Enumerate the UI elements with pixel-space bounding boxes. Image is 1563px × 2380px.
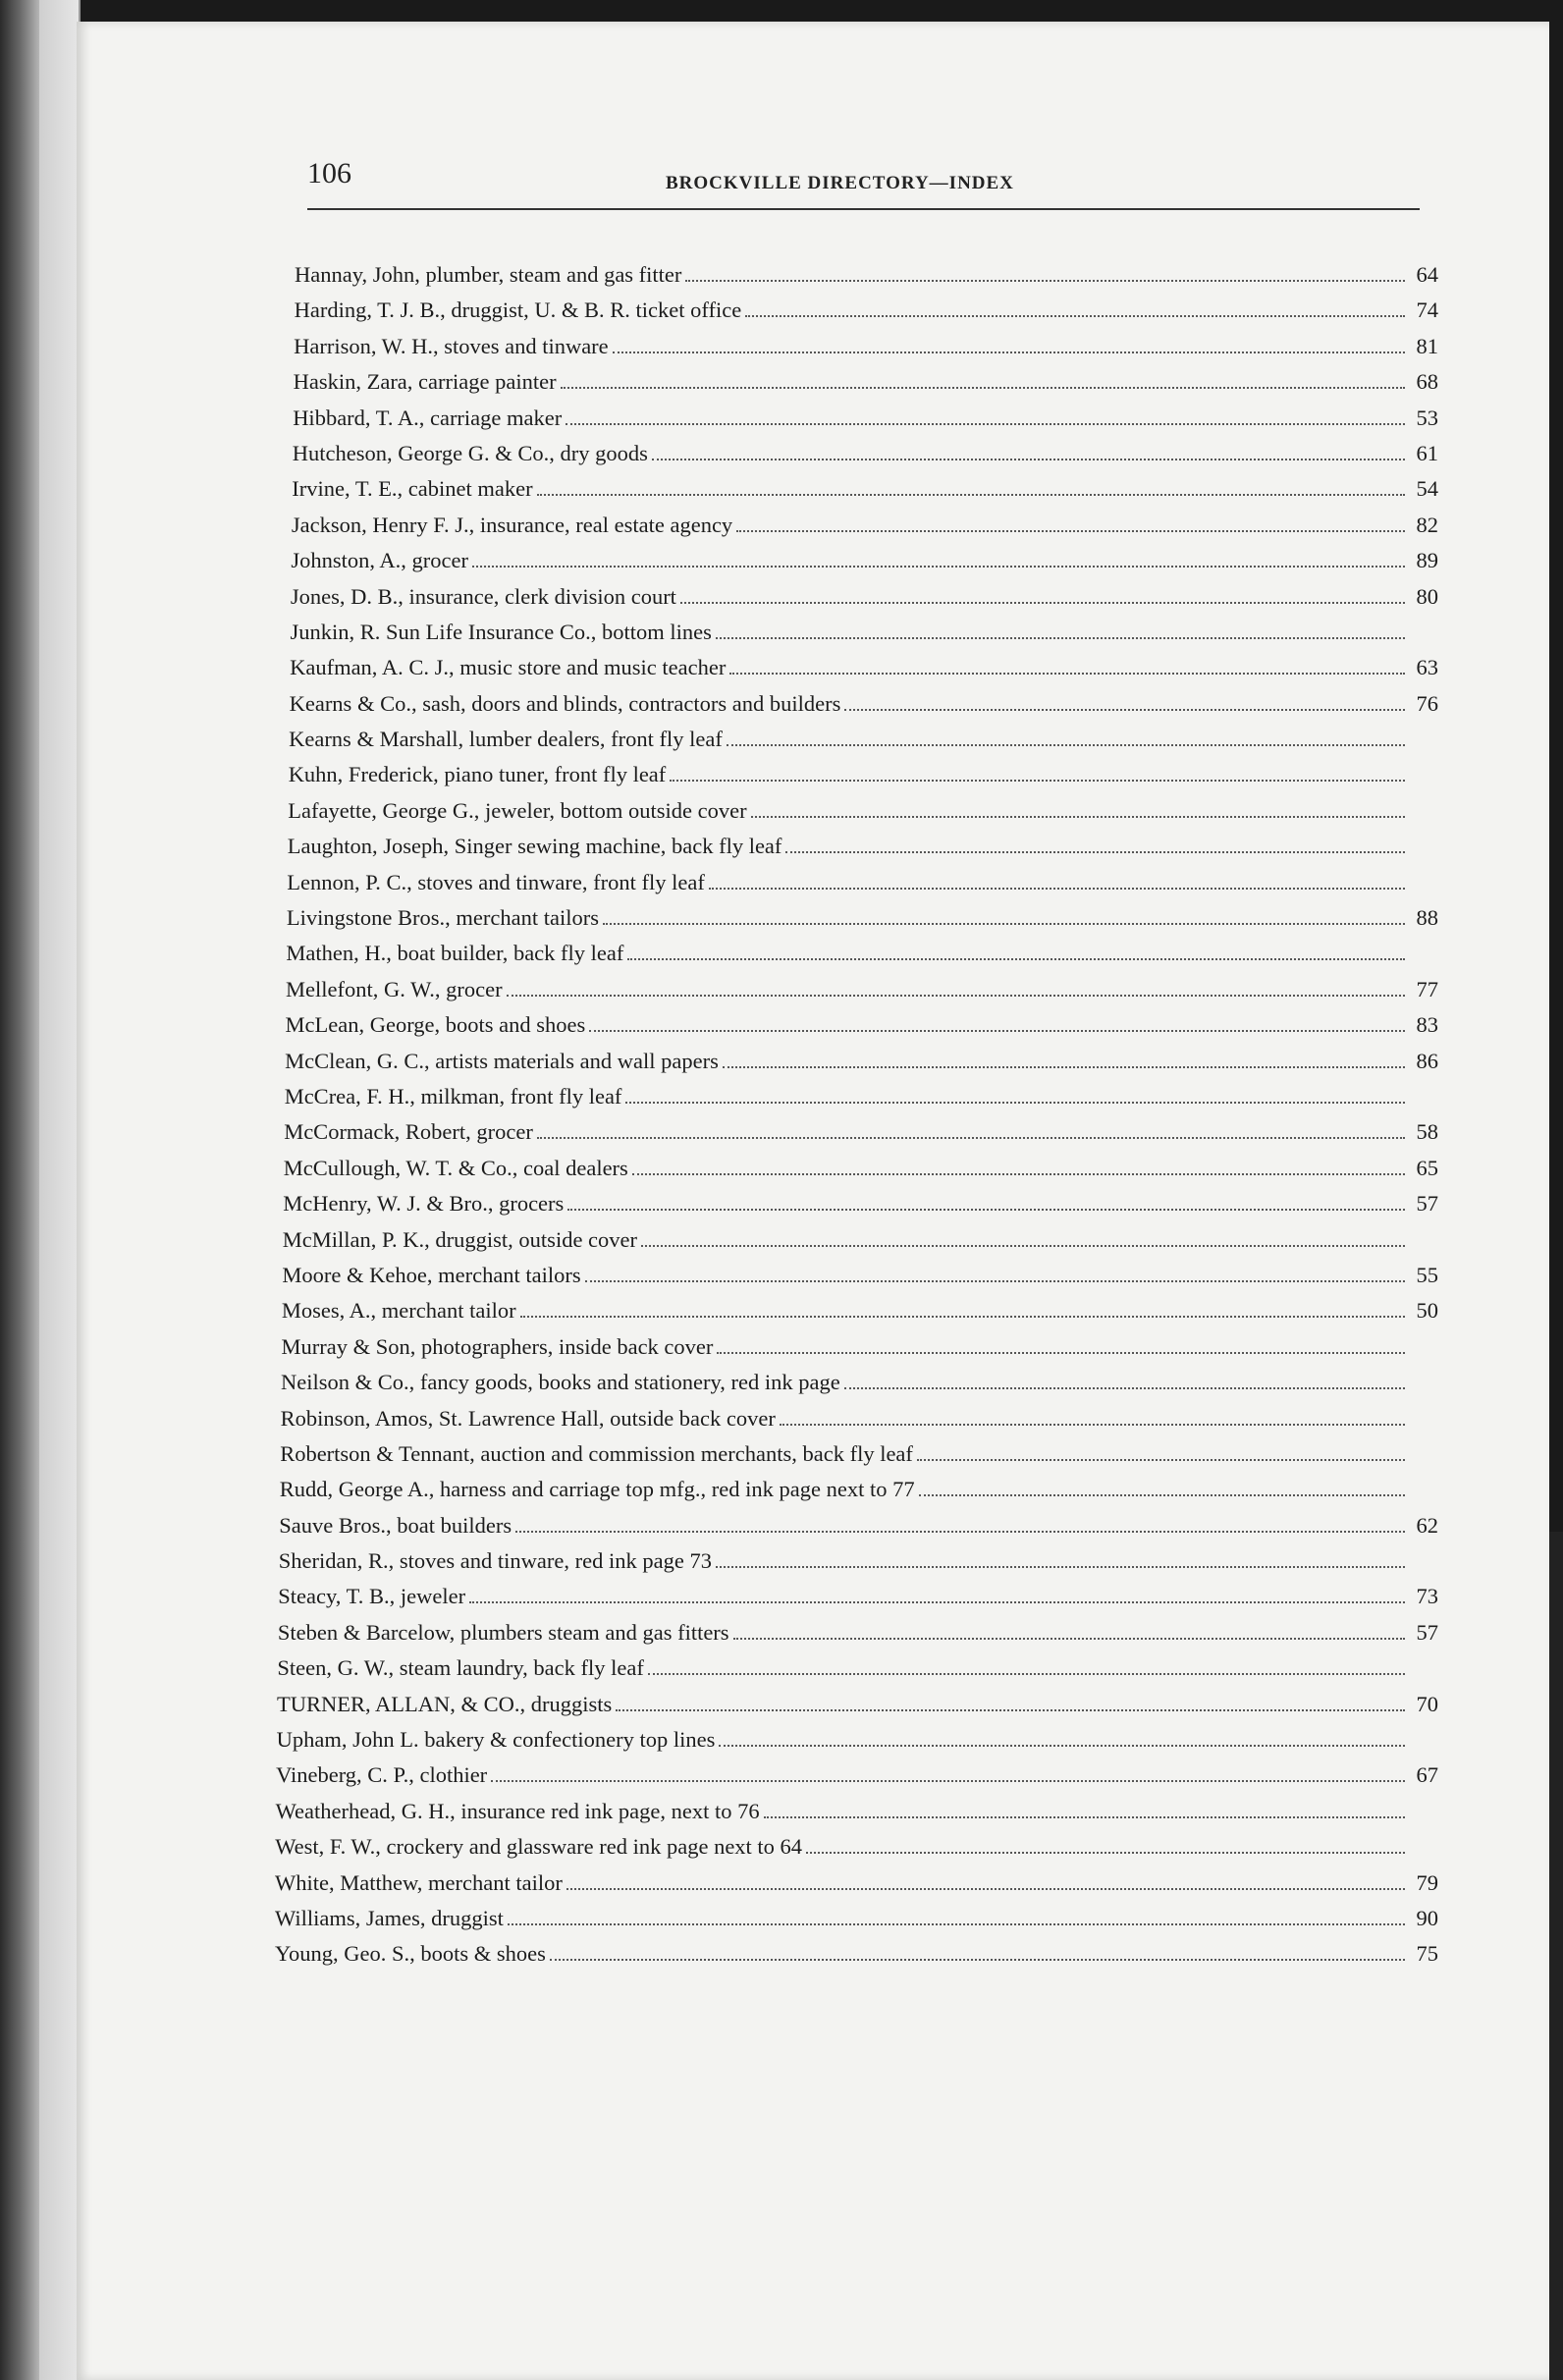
dot-leader [616, 1694, 1405, 1711]
index-entry [282, 1258, 1438, 1293]
entry-text: Moses, A., merchant tailor [281, 1298, 516, 1324]
entry-page-number: 57 [1416, 1191, 1438, 1217]
entry-text: McMillan, P. K., druggist, outside cover [282, 1226, 638, 1252]
dot-leader [589, 1014, 1405, 1032]
entry-text: Lafayette, George G., jeweler, bottom outside cover [288, 797, 747, 823]
entry-text: Murray & Son, photographers, inside back cover [281, 1333, 714, 1359]
entry-page-number: 68 [1416, 369, 1438, 395]
index-entry [293, 401, 1438, 436]
entry-text: Kearns & Marshall, lumber dealers, front fly leaf [289, 727, 723, 752]
entry-text: Kuhn, Frederick, piano tuner, front fly leaf [288, 762, 667, 787]
entry-page-number: 63 [1416, 655, 1438, 680]
index-entry [277, 1650, 1438, 1686]
dot-leader [751, 800, 1405, 818]
entry-page-number: 62 [1416, 1512, 1438, 1538]
index-entry [283, 1222, 1438, 1258]
dot-leader [469, 1587, 1405, 1604]
dot-leader [844, 1372, 1405, 1389]
entry-text: Jones, D. B., insurance, clerk division court [290, 583, 676, 609]
page-header [307, 157, 1420, 216]
index-entry [286, 936, 1438, 971]
dot-leader [491, 1765, 1405, 1783]
entry-text: McCullough, W. T. & Co., coal dealers [283, 1155, 628, 1180]
dot-leader [632, 1158, 1405, 1175]
dot-leader [806, 1836, 1405, 1854]
index-entry [277, 1687, 1438, 1722]
index-entry [275, 1936, 1438, 1972]
dot-leader [567, 1193, 1405, 1211]
index-entry [279, 1543, 1438, 1579]
index-entry [295, 257, 1438, 293]
dot-leader [733, 1622, 1405, 1640]
dot-leader [719, 1729, 1405, 1747]
index-entry [285, 1044, 1438, 1079]
entry-page-number: 79 [1416, 1869, 1438, 1895]
entry-page-number: 75 [1416, 1941, 1438, 1967]
index-entry [288, 793, 1438, 829]
dot-leader [566, 1872, 1405, 1890]
index-entry [277, 1722, 1438, 1758]
entry-text: Hutcheson, George G. & Co., dry goods [292, 440, 648, 465]
dot-leader [727, 729, 1405, 746]
index-list [275, 257, 1438, 1973]
dot-leader [780, 1408, 1405, 1426]
entry-text: Harrison, W. H., stoves and tinware [294, 333, 609, 358]
dot-leader [736, 514, 1405, 532]
entry-text: McLean, George, boots and shoes [285, 1012, 586, 1038]
index-entry [275, 1829, 1438, 1865]
entry-text: Steacy, T. B., jeweler [278, 1584, 466, 1609]
entry-text: McCormack, Robert, grocer [284, 1119, 533, 1145]
entry-text: Rudd, George A., harness and carriage top mfg., red ink page next to 77 [279, 1477, 915, 1502]
page-number: 106 [307, 157, 351, 189]
dot-leader [537, 1122, 1405, 1140]
entry-text: Robinson, Amos, St. Lawrence Hall, outside back cover [280, 1405, 776, 1431]
entry-page-number: 76 [1416, 690, 1438, 716]
entry-page-number: 86 [1416, 1048, 1438, 1073]
index-entry [284, 1114, 1438, 1150]
entry-page-number: 90 [1416, 1905, 1438, 1930]
dot-leader [627, 944, 1405, 961]
entry-text: Williams, James, druggist [275, 1905, 504, 1930]
entry-text: Mellefont, G. W., grocer [286, 976, 503, 1001]
dot-leader [507, 979, 1405, 997]
index-entry [292, 471, 1438, 507]
entry-page-number: 61 [1416, 440, 1438, 465]
dot-leader [472, 550, 1405, 568]
dot-leader [670, 765, 1405, 783]
index-entry [291, 543, 1438, 578]
index-entry [276, 1758, 1438, 1793]
entry-text: Lennon, P. C., stoves and tinware, front fly leaf [287, 869, 705, 894]
dot-leader [764, 1801, 1405, 1818]
entry-page-number: 54 [1416, 476, 1438, 502]
index-entry [290, 686, 1438, 722]
entry-text: Kaufman, A. C. J., music store and music teacher [290, 655, 727, 680]
index-entry [286, 972, 1438, 1007]
entry-page-number: 57 [1416, 1619, 1438, 1645]
entry-page-number: 82 [1416, 512, 1438, 537]
index-entry [282, 1293, 1438, 1328]
entry-text: Livingstone Bros., merchant tailors [286, 905, 599, 931]
dot-leader [685, 264, 1405, 282]
index-entry [281, 1365, 1438, 1400]
dot-leader [680, 586, 1405, 604]
entry-text: Upham, John L. bakery & confectionery top lines [276, 1727, 716, 1753]
index-entry [291, 579, 1438, 615]
dot-leader [520, 1301, 1405, 1319]
index-entry [283, 1186, 1438, 1221]
entry-page-number: 65 [1416, 1155, 1438, 1180]
entry-text: White, Matthew, merchant tailor [275, 1869, 563, 1895]
index-entry [293, 436, 1438, 471]
index-entry [290, 650, 1438, 685]
dot-leader [603, 907, 1405, 925]
entry-page-number: 74 [1416, 298, 1438, 323]
index-entry [275, 1866, 1438, 1901]
dot-leader [566, 407, 1405, 425]
entry-text: Harding, T. J. B., druggist, U. & B. R. ticket office [294, 298, 742, 323]
index-entry [275, 1901, 1438, 1936]
dot-leader [717, 1336, 1405, 1354]
entry-page-number: 88 [1416, 905, 1438, 931]
dot-leader [515, 1515, 1405, 1533]
index-entry [278, 1615, 1438, 1650]
dot-leader [550, 1944, 1405, 1962]
entry-page-number: 53 [1416, 405, 1438, 430]
dot-leader [709, 872, 1405, 890]
underlying-page-edge [39, 0, 81, 2380]
entry-page-number: 70 [1416, 1691, 1438, 1716]
entry-text: Neilson & Co., fancy goods, books and stationery, red ink page [281, 1370, 840, 1395]
dot-leader [613, 336, 1405, 353]
dot-leader [561, 371, 1405, 389]
entry-page-number: 81 [1416, 333, 1438, 358]
header-rule [307, 208, 1420, 210]
entry-text: Sheridan, R., stoves and tinware, red ink page 73 [278, 1548, 712, 1574]
index-entry [280, 1436, 1438, 1472]
index-entry [294, 364, 1438, 400]
index-entry [287, 865, 1438, 900]
entry-page-number: 55 [1416, 1262, 1438, 1287]
entry-text: Steen, G. W., steam laundry, back fly leaf [277, 1655, 644, 1681]
index-entry [287, 900, 1438, 936]
entry-page-number: 50 [1416, 1298, 1438, 1324]
entry-text: Haskin, Zara, carriage painter [293, 369, 557, 395]
entry-page-number: 58 [1416, 1119, 1438, 1145]
entry-text: Kearns & Co., sash, doors and blinds, contractors and builders [289, 690, 841, 716]
dot-leader [723, 1051, 1405, 1068]
entry-text: West, F. W., crockery and glassware red ink page next to 64 [275, 1834, 803, 1860]
dot-leader [652, 443, 1405, 460]
entry-text: McHenry, W. J. & Bro., grocers [283, 1191, 565, 1217]
index-entry [276, 1794, 1438, 1829]
entry-text: Irvine, T. E., cabinet maker [292, 476, 533, 502]
entry-text: Young, Geo. S., boots & shoes [275, 1941, 546, 1967]
entry-text: Moore & Kehoe, merchant tailors [282, 1262, 581, 1287]
dot-leader [585, 1265, 1405, 1282]
entry-text: Robertson & Tennant, auction and commission merchants, back fly leaf [280, 1440, 913, 1466]
entry-page-number: 73 [1416, 1584, 1438, 1609]
index-entry [289, 722, 1438, 757]
dot-leader [729, 658, 1405, 676]
entry-text: Steben & Barcelow, plumbers steam and gas fitters [277, 1619, 729, 1645]
dot-leader [745, 300, 1405, 318]
index-entry [284, 1151, 1438, 1186]
dot-leader [716, 622, 1405, 639]
entry-page-number: 83 [1416, 1012, 1438, 1038]
dot-leader [785, 837, 1405, 854]
dot-leader [648, 1657, 1405, 1675]
dot-leader [844, 693, 1405, 711]
index-entry [280, 1472, 1438, 1507]
running-title: BROCKVILLE DIRECTORY—INDEX [666, 173, 1014, 193]
index-entry [295, 293, 1438, 328]
index-entry [281, 1401, 1438, 1436]
index-entry [289, 757, 1438, 792]
entry-text: Junkin, R. Sun Life Insurance Co., bottom lines [290, 619, 712, 644]
entry-page-number: 64 [1416, 262, 1438, 287]
entry-text: Sauve Bros., boat builders [279, 1512, 512, 1538]
entry-text: Weatherhead, G. H., insurance red ink page, next to 76 [275, 1798, 760, 1823]
dot-leader [919, 1480, 1405, 1497]
index-entry [294, 329, 1438, 364]
index-entry [278, 1579, 1438, 1614]
entry-text: Mathen, H., boat builder, back fly leaf [286, 941, 624, 966]
index-entry [292, 508, 1438, 543]
dot-leader [508, 1908, 1405, 1925]
index-entry [282, 1329, 1439, 1365]
entry-page-number: 67 [1416, 1762, 1438, 1788]
dot-leader [641, 1229, 1405, 1247]
dot-leader [716, 1550, 1405, 1568]
entry-text: Laughton, Joseph, Singer sewing machine, back fly leaf [287, 834, 782, 859]
index-entry [291, 615, 1439, 650]
entry-text: McClean, G. C., artists materials and wall papers [285, 1048, 719, 1073]
entry-text: Johnston, A., grocer [291, 548, 468, 573]
entry-text: Hannay, John, plumber, steam and gas fitter [295, 262, 682, 287]
index-entry [279, 1508, 1438, 1543]
dot-leader [917, 1443, 1405, 1461]
index-entry [285, 1079, 1438, 1114]
dot-leader [537, 479, 1405, 497]
entry-text: TURNER, ALLAN, & CO., druggists [277, 1691, 613, 1716]
index-entry [288, 829, 1438, 864]
index-entry [286, 1007, 1439, 1043]
entry-text: Vineberg, C. P., clothier [276, 1762, 488, 1788]
entry-text: Jackson, Henry F. J., insurance, real estate agency [291, 512, 733, 537]
dot-leader [625, 1086, 1405, 1104]
entry-page-number: 80 [1416, 583, 1438, 609]
entry-text: Hibbard, T. A., carriage maker [293, 405, 563, 430]
entry-page-number: 89 [1416, 548, 1438, 573]
entry-page-number: 77 [1416, 976, 1438, 1001]
entry-text: McCrea, F. H., milkman, front fly leaf [284, 1083, 622, 1109]
